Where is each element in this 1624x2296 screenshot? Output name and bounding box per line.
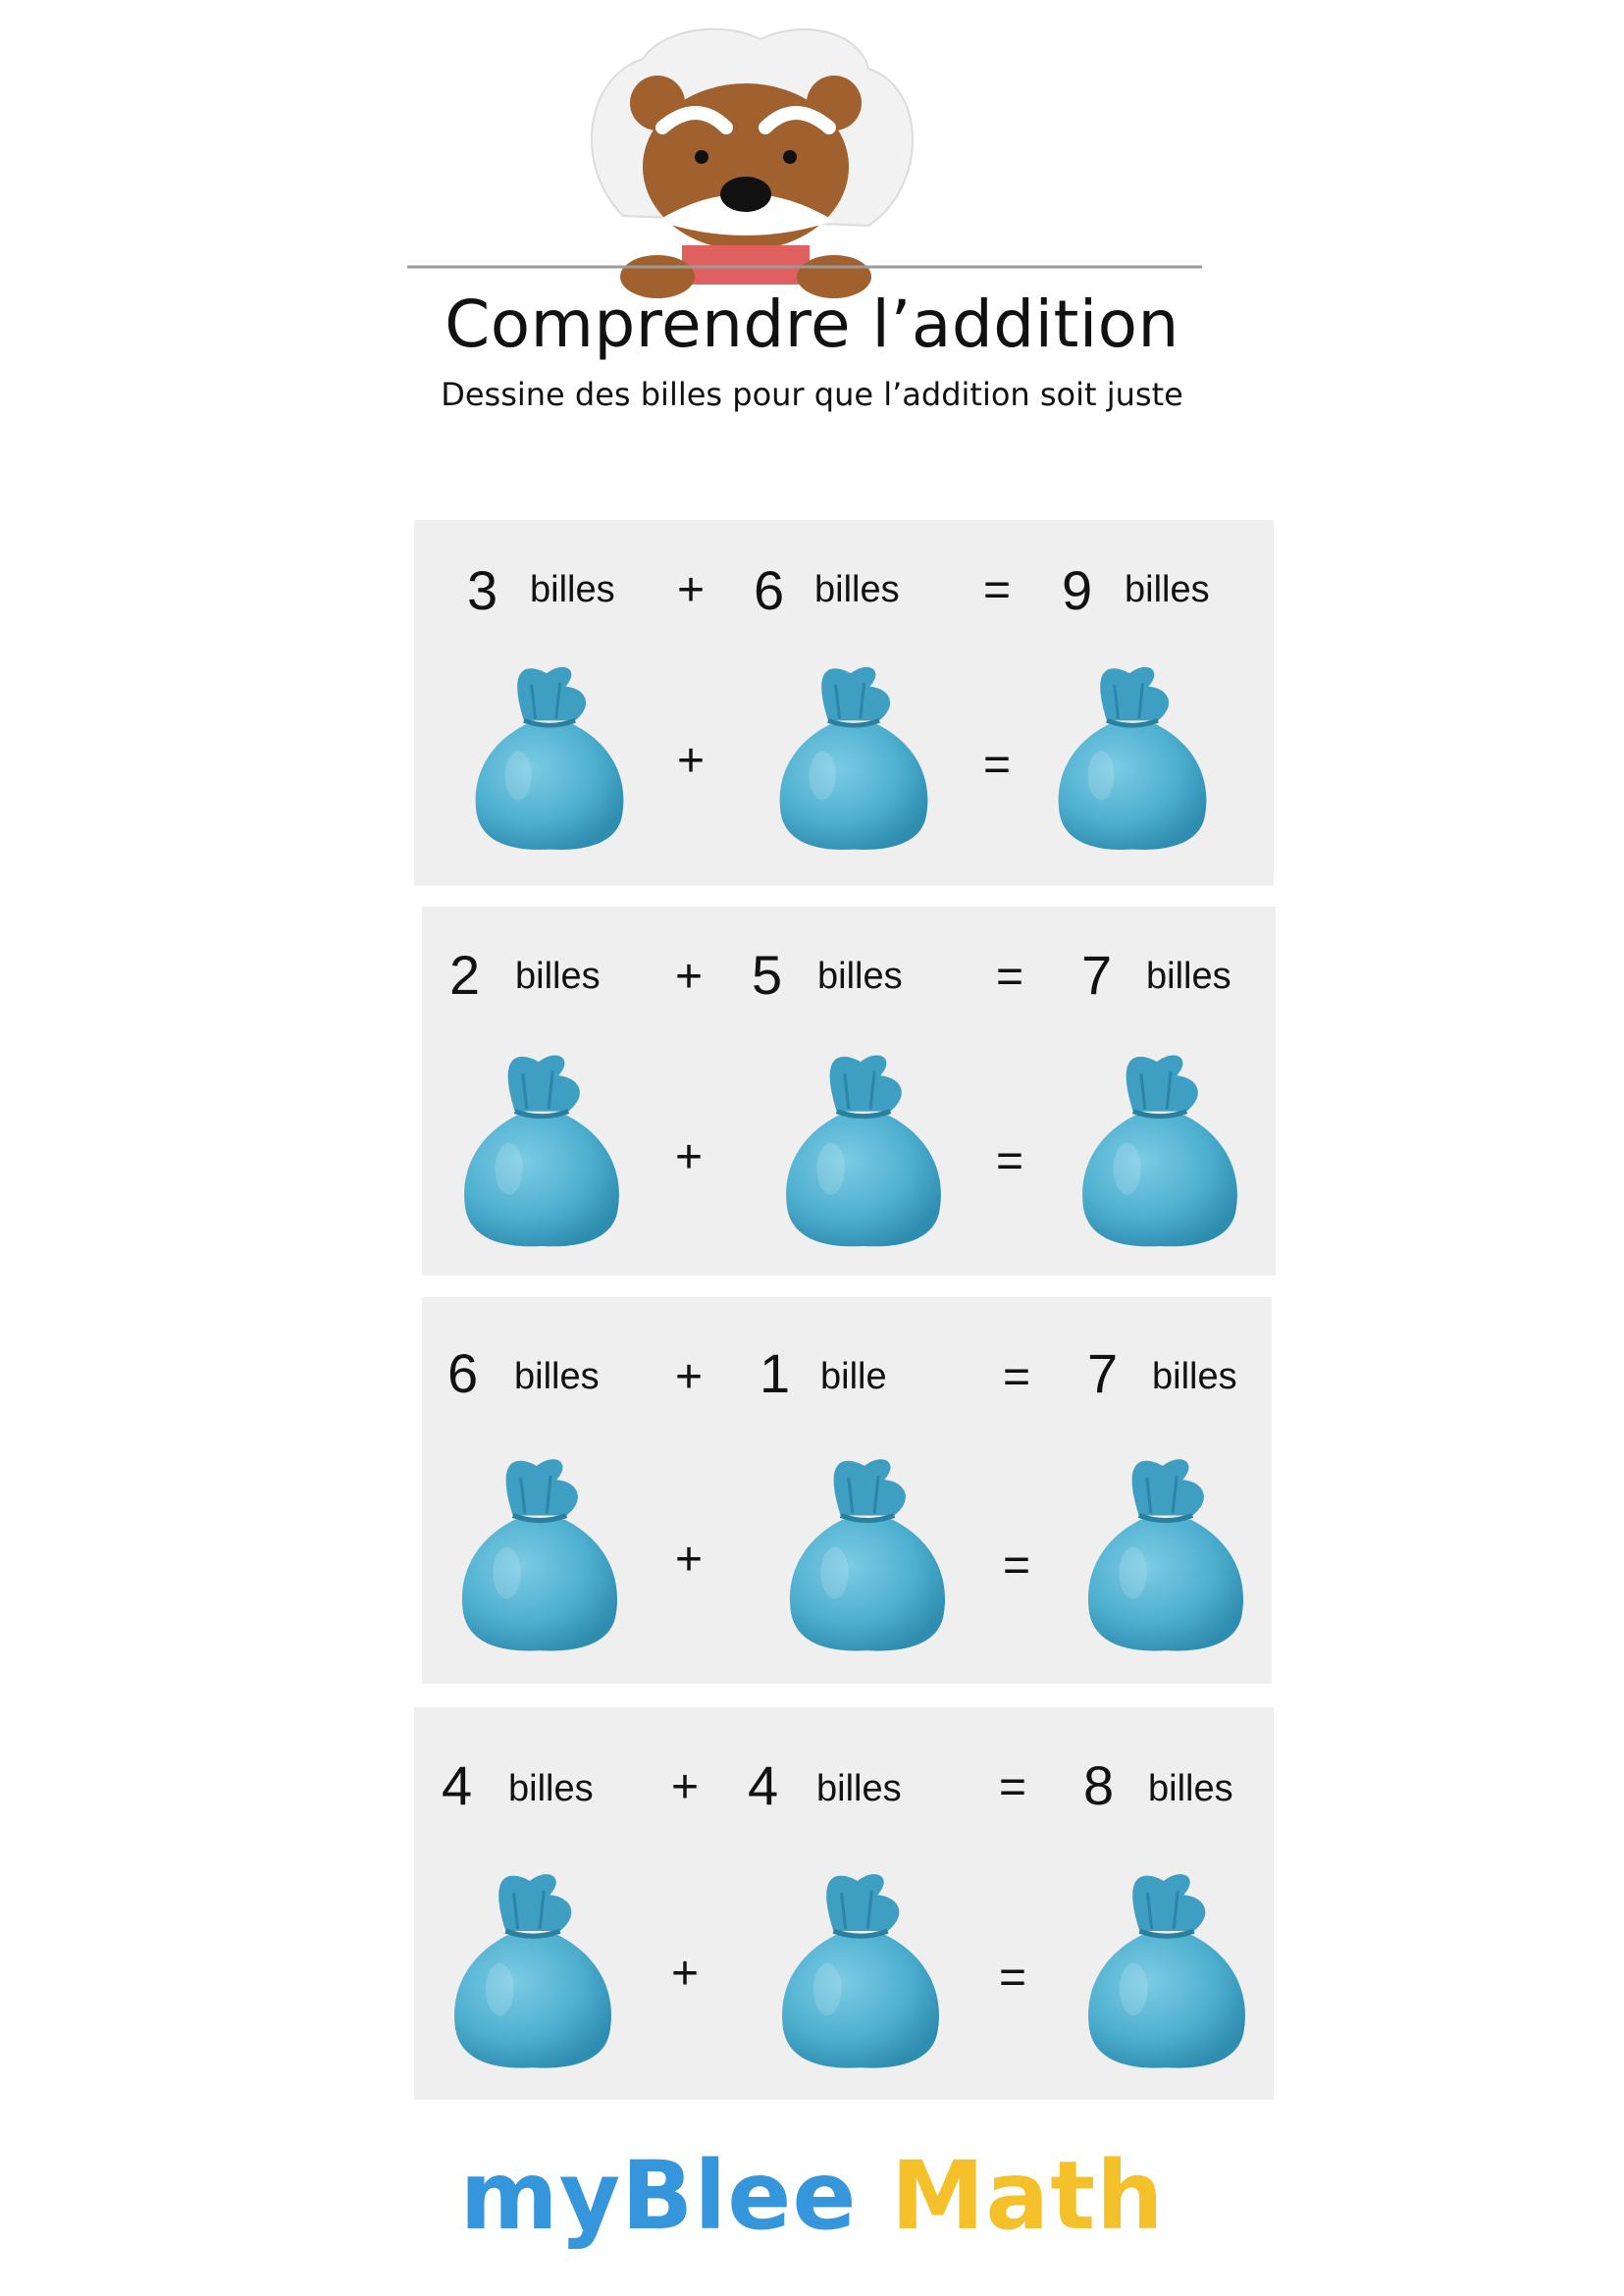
exercise-panel-2: [422, 907, 1276, 1276]
term-b-unit: billes: [816, 1768, 902, 1809]
marble-bag-icon[interactable]: [1081, 1868, 1252, 2074]
result-number: 7: [1087, 1342, 1119, 1404]
plus-sign: +: [675, 1351, 704, 1403]
exercise-panel-4: [414, 1707, 1274, 2100]
marble-bag-icon[interactable]: [773, 663, 934, 854]
equals-sign-bags: =: [996, 1135, 1024, 1187]
result-unit: billes: [1148, 1768, 1233, 1809]
term-a-number: 6: [447, 1342, 479, 1404]
result-unit: billes: [1146, 956, 1231, 997]
equals-sign-bags: =: [1003, 1539, 1031, 1592]
term-b-number: 6: [754, 559, 785, 621]
term-a-unit: billes: [514, 1356, 600, 1397]
equals-sign: =: [999, 1761, 1027, 1813]
term-a-unit: billes: [530, 569, 615, 610]
exercise-panel-3: [422, 1297, 1272, 1684]
result-unit: billes: [1125, 569, 1210, 610]
plus-sign-bags: +: [675, 1534, 704, 1586]
plus-sign-bags: +: [675, 1131, 704, 1183]
term-b-unit: billes: [817, 956, 903, 997]
term-b-unit: bille: [820, 1356, 887, 1397]
page-subtitle: Dessine des billes pour que l’addition soit juste: [441, 376, 1183, 413]
exercise-panel-1: [414, 520, 1274, 886]
brand-name-part2: Math: [890, 2141, 1165, 2251]
term-b-unit: billes: [814, 569, 900, 610]
equals-sign-bags: =: [983, 739, 1012, 791]
equals-sign: =: [1003, 1351, 1031, 1403]
marble-bag-icon[interactable]: [455, 1454, 624, 1656]
plus-sign: +: [671, 1761, 700, 1813]
marble-bag-icon[interactable]: [779, 1052, 948, 1250]
bear-icon: [592, 29, 913, 298]
marble-bag-icon[interactable]: [447, 1868, 618, 2074]
equals-sign-bags: =: [999, 1952, 1027, 2004]
result-number: 9: [1062, 559, 1093, 621]
plus-sign: +: [677, 564, 706, 616]
term-a-number: 4: [442, 1754, 473, 1816]
marble-bag-icon[interactable]: [775, 1868, 946, 2074]
term-b-number: 1: [760, 1342, 791, 1404]
term-a-unit: billes: [508, 1768, 594, 1809]
result-unit: billes: [1152, 1356, 1237, 1397]
brand-name-part1: myBlee: [459, 2141, 858, 2251]
term-a-unit: billes: [515, 956, 601, 997]
term-a-number: 2: [449, 944, 481, 1006]
marble-bag-icon[interactable]: [1052, 663, 1213, 854]
equals-sign: =: [983, 564, 1012, 616]
result-number: 7: [1081, 944, 1113, 1006]
equals-sign: =: [996, 951, 1024, 1003]
plus-sign-bags: +: [671, 1948, 700, 2000]
marble-bag-icon[interactable]: [1075, 1052, 1244, 1250]
result-number: 8: [1083, 1754, 1115, 1816]
term-b-number: 4: [748, 1754, 779, 1816]
brand-logo: [0, 2141, 1624, 2251]
marble-bag-icon[interactable]: [1081, 1454, 1250, 1656]
marble-bag-icon[interactable]: [469, 663, 630, 854]
term-a-number: 3: [467, 559, 498, 621]
term-b-number: 5: [752, 944, 783, 1006]
plus-sign: +: [675, 951, 704, 1003]
page-title: Comprendre l’addition: [445, 287, 1179, 362]
marble-bag-icon[interactable]: [783, 1454, 952, 1656]
bear-mascot-illustration: [397, 20, 1222, 299]
marble-bag-icon[interactable]: [457, 1052, 626, 1250]
plus-sign-bags: +: [677, 735, 706, 787]
